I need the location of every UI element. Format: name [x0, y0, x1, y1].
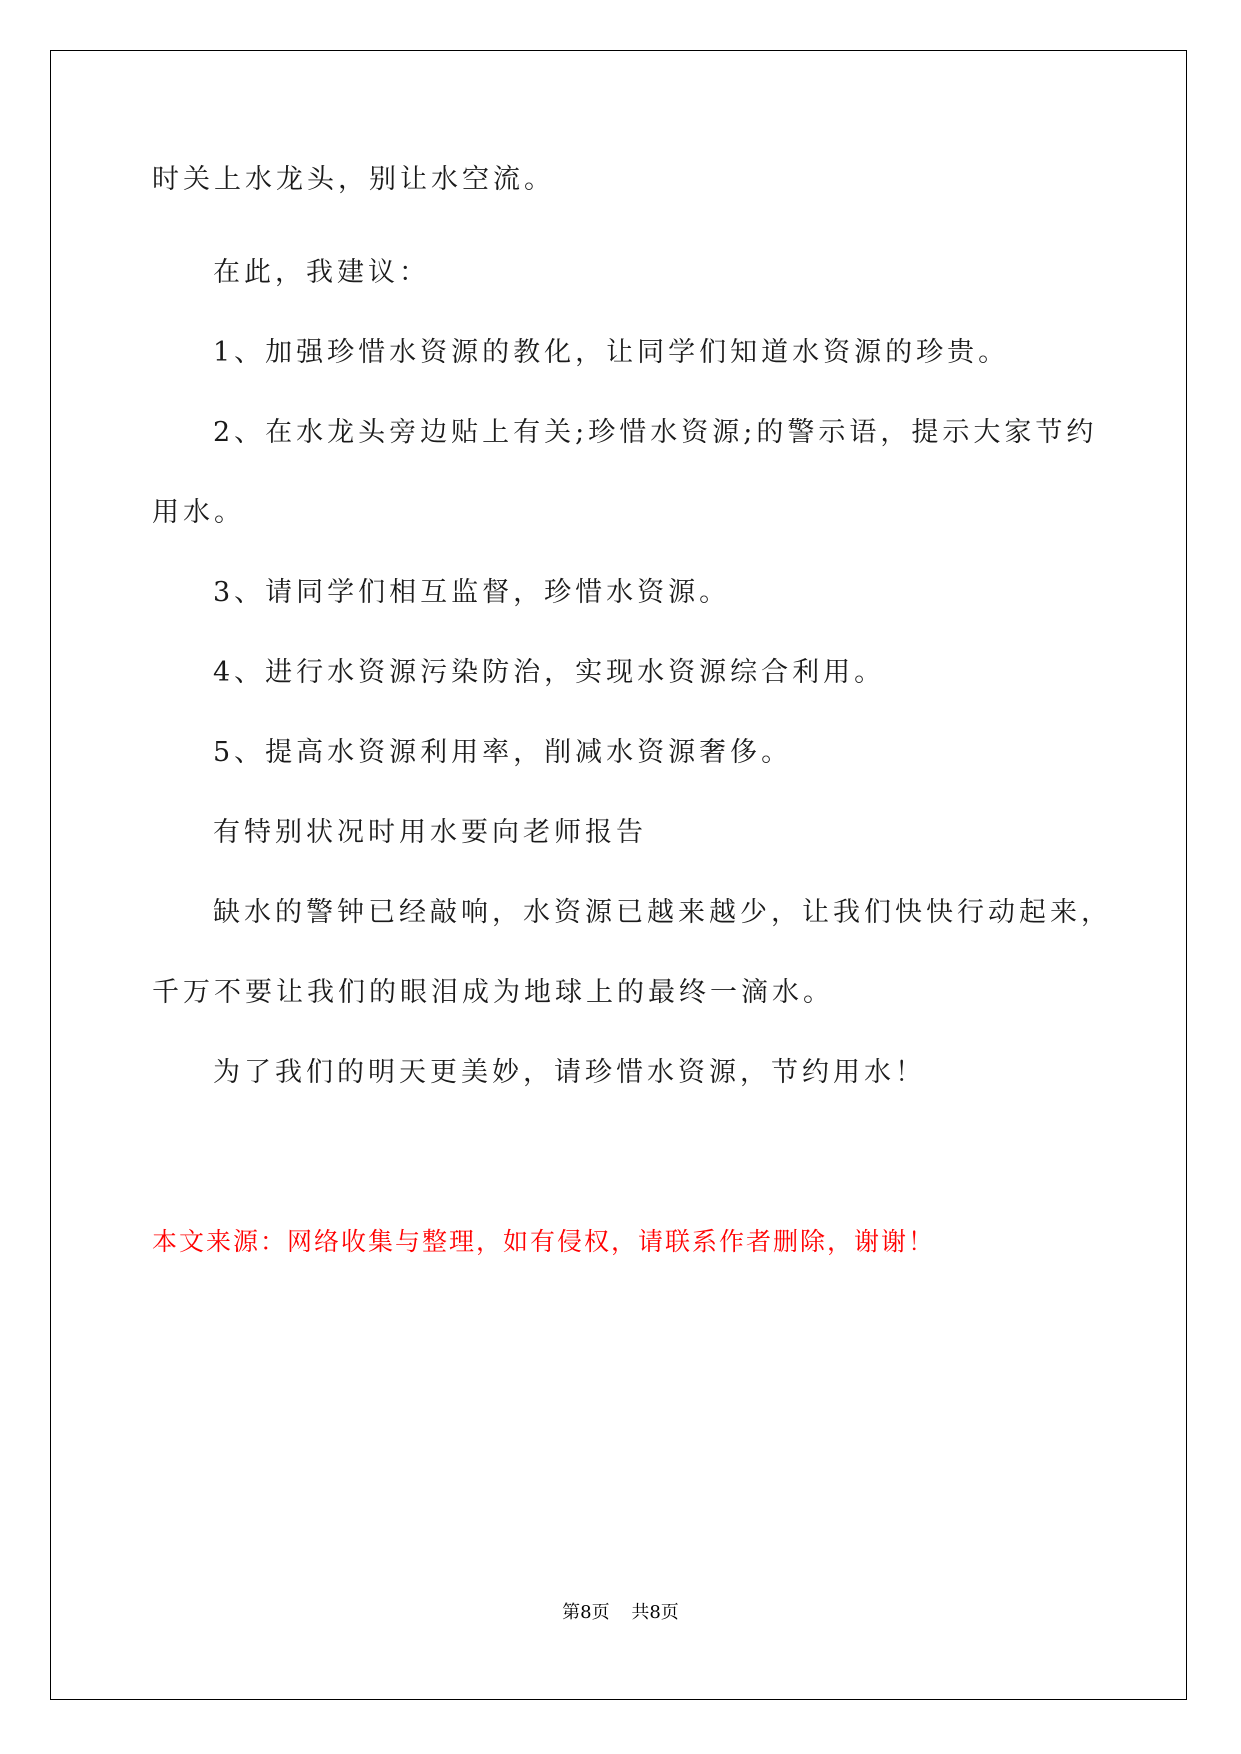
- paragraph-line: 时关上水龙头，别让水空流。: [152, 164, 555, 195]
- paragraph-line: 5、提高水资源利用率，削减水资源奢侈。: [213, 737, 793, 768]
- paragraph-line: 3、请同学们相互监督，珍惜水资源。: [213, 577, 731, 608]
- page-footer: [0, 1598, 1241, 1624]
- paragraph-line: 在此，我建议：: [213, 257, 430, 288]
- paragraph-line: 1、加强珍惜水资源的教化，让同学们知道水资源的珍贵。: [213, 337, 1010, 368]
- paragraph-line: 用水。: [152, 497, 245, 528]
- paragraph-line: 千万不要让我们的眼泪成为地球上的最终一滴水。: [152, 977, 834, 1008]
- paragraph-line: 有特别状况时用水要向老师报告: [213, 817, 647, 848]
- paragraph-line: 为了我们的明天更美妙，请珍惜水资源，节约用水！: [213, 1057, 926, 1088]
- page-number: 第8页: [562, 1602, 610, 1623]
- paragraph-line: 2、在水龙头旁边贴上有关;珍惜水资源;的警示语，提示大家节约: [213, 417, 1098, 448]
- paragraph-line: 缺水的警钟已经敲响，水资源已越来越少，让我们快快行动起来，: [213, 897, 1112, 928]
- page-total: 共8页: [631, 1602, 679, 1623]
- source-notice: 本文来源：网络收集与整理，如有侵权，请联系作者删除，谢谢！: [152, 1227, 936, 1256]
- paragraph-line: 4、进行水资源污染防治，实现水资源综合利用。: [213, 657, 886, 688]
- page-frame: [50, 50, 1187, 1700]
